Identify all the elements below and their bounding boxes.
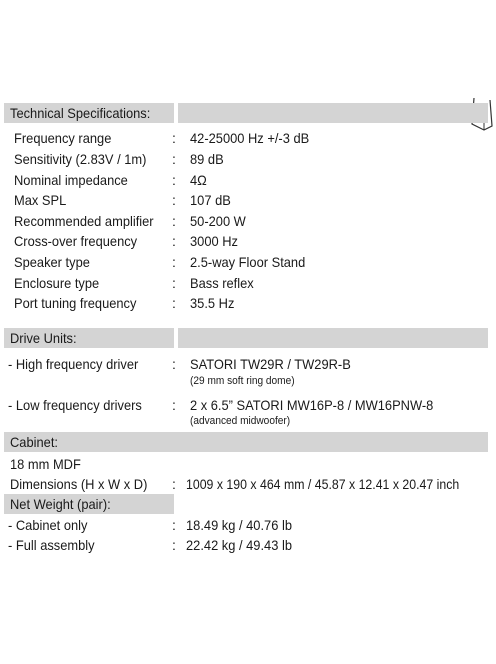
spec-label: Sensitivity (2.83V / 1m) bbox=[14, 151, 147, 167]
weight-value: 18.49 kg / 40.76 lb bbox=[186, 517, 292, 533]
spec-row-amplifier bbox=[0, 211, 496, 231]
spec-colon: : bbox=[172, 356, 176, 372]
spec-label: Speaker type bbox=[14, 254, 90, 270]
spec-row-impedance bbox=[0, 170, 496, 190]
spec-colon: : bbox=[172, 517, 176, 533]
weight-row-full-assembly bbox=[0, 535, 496, 555]
tech-spec-header: Technical Specifications: bbox=[10, 105, 151, 121]
spec-colon: : bbox=[172, 537, 176, 553]
spec-row-speaker-type bbox=[0, 252, 496, 272]
spec-value: 50-200 W bbox=[190, 213, 246, 229]
spec-label: Cross-over frequency bbox=[14, 233, 138, 249]
spec-value: 3000 Hz bbox=[190, 233, 238, 249]
spec-row-max-spl bbox=[0, 190, 496, 210]
spec-label: Enclosure type bbox=[14, 275, 100, 291]
spec-row-port-tuning bbox=[0, 293, 496, 313]
spec-colon: : bbox=[172, 295, 176, 311]
spec-value: 107 dB bbox=[190, 192, 231, 208]
spec-colon: : bbox=[172, 172, 176, 188]
driver-value: 2 x 6.5” SATORI MW16P-8 / MW16PNW-8 bbox=[190, 397, 434, 413]
spec-label: Port tuning frequency bbox=[14, 295, 137, 311]
spec-row-crossover bbox=[0, 231, 496, 251]
tech-spec-header-bar-right bbox=[178, 103, 488, 123]
spec-colon: : bbox=[172, 397, 176, 413]
dimensions-label: Dimensions (H x W x D) bbox=[10, 476, 148, 492]
spec-colon: : bbox=[172, 130, 176, 146]
spec-value: 4Ω bbox=[190, 172, 207, 188]
cabinet-dimensions-row bbox=[0, 474, 496, 494]
spec-label: Nominal impedance bbox=[14, 172, 128, 188]
cabinet-header-bar bbox=[4, 432, 488, 452]
driver-note-high: (29 mm soft ring dome) bbox=[190, 375, 295, 387]
driver-row-high bbox=[0, 354, 496, 374]
spec-colon: : bbox=[172, 233, 176, 249]
spec-colon: : bbox=[172, 192, 176, 208]
weight-value: 22.42 kg / 49.43 lb bbox=[186, 537, 292, 553]
spec-colon: : bbox=[172, 213, 176, 229]
dimensions-value: 1009 x 190 x 464 mm / 45.87 x 12.41 x 20.47 inch bbox=[186, 476, 460, 492]
drive-units-header: Drive Units: bbox=[10, 330, 77, 346]
drive-units-header-bar-right bbox=[178, 328, 488, 348]
spec-colon: : bbox=[172, 476, 176, 492]
spec-colon: : bbox=[172, 275, 176, 291]
weight-label: - Full assembly bbox=[8, 537, 95, 553]
spec-value: 35.5 Hz bbox=[190, 295, 235, 311]
driver-row-low bbox=[0, 395, 496, 415]
spec-row-enclosure bbox=[0, 273, 496, 293]
driver-note-low: (advanced midwoofer) bbox=[190, 415, 291, 427]
cabinet-material-row bbox=[0, 454, 496, 474]
cabinet-material: 18 mm MDF bbox=[10, 456, 81, 472]
spec-label: Max SPL bbox=[14, 192, 67, 208]
spec-value: 42-25000 Hz +/-3 dB bbox=[190, 130, 310, 146]
driver-label: - Low frequency drivers bbox=[8, 397, 142, 413]
spec-row-frequency-range bbox=[0, 128, 496, 148]
net-weight-header: Net Weight (pair): bbox=[10, 496, 111, 512]
spec-row-sensitivity bbox=[0, 149, 496, 169]
spec-colon: : bbox=[172, 151, 176, 167]
weight-row-cabinet bbox=[0, 515, 496, 535]
spec-value: 2.5-way Floor Stand bbox=[190, 254, 306, 270]
weight-label: - Cabinet only bbox=[8, 517, 88, 533]
spec-label: Recommended amplifier bbox=[14, 213, 154, 229]
spec-label: Frequency range bbox=[14, 130, 112, 146]
spec-colon: : bbox=[172, 254, 176, 270]
cabinet-header: Cabinet: bbox=[10, 434, 58, 450]
driver-label: - High frequency driver bbox=[8, 356, 139, 372]
driver-value: SATORI TW29R / TW29R-B bbox=[190, 356, 351, 372]
spec-value: Bass reflex bbox=[190, 275, 254, 291]
spec-value: 89 dB bbox=[190, 151, 224, 167]
